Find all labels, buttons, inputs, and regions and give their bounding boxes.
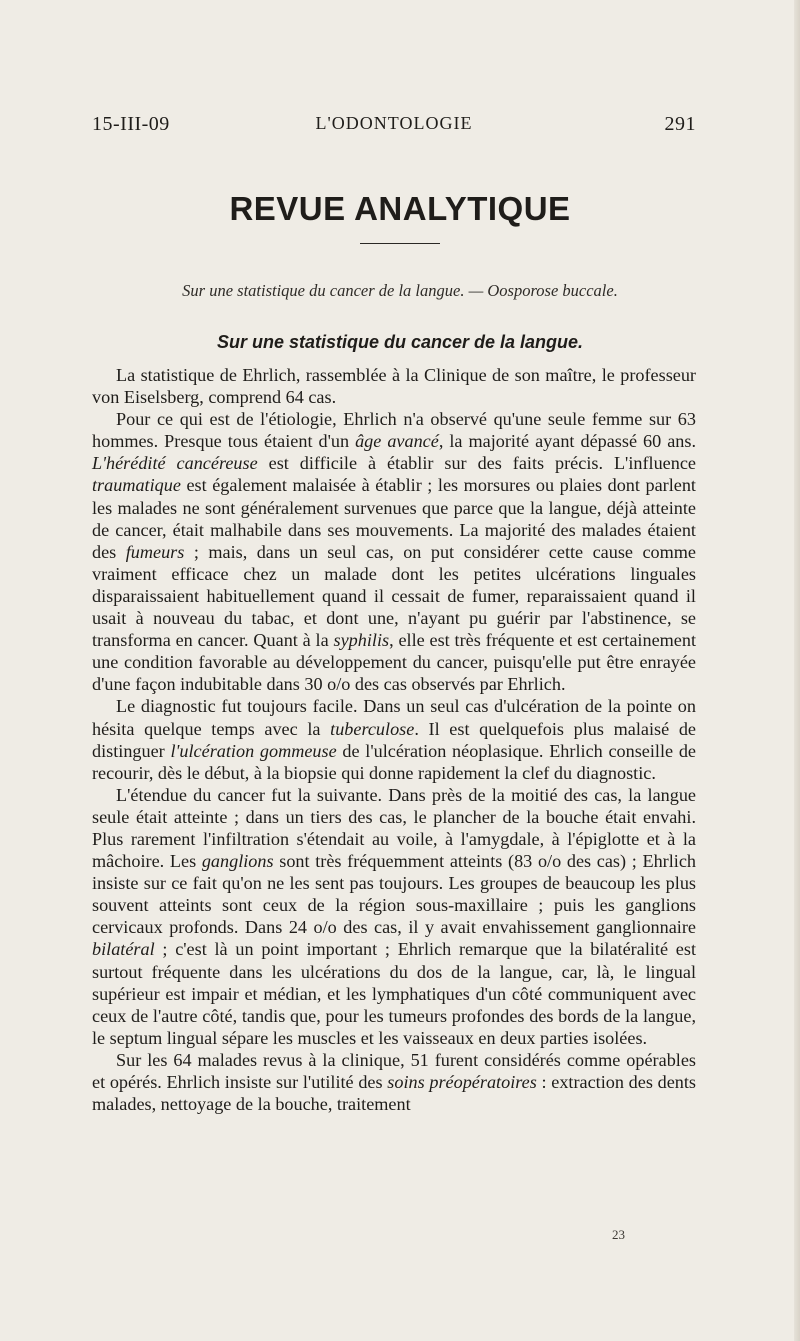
contents-line: Sur une statistique du cancer de la langue. — Oosporose buccale.	[182, 281, 618, 300]
paragraph-text: , elle est très fréquente et est certainement une condition favorable au développement du cancer, puisqu'elle put être enrayée d'une façon indubitable dans 30 o/o des cas observés par Ehrlich.	[92, 630, 697, 695]
emphasis-text: ganglions	[201, 851, 274, 872]
running-head	[92, 113, 696, 143]
article-body	[92, 364, 696, 1115]
paragraph	[92, 1049, 696, 1115]
paragraph-text: L'étendue du cancer fut la suivante. Dans près de la moitié des cas, la langue seule était atteinte ; dans un tiers des cas, le plancher de la bouche était envahi. Plus rarement l'infiltration s'étendait au voile, à l'amygdale, à l'épiglotte et à la mâchoire. Les	[92, 784, 696, 872]
signature-mark: 23	[612, 1227, 625, 1242]
journal-name: L'ODONTOLOGIE	[315, 113, 473, 133]
paragraph	[92, 784, 696, 1049]
paragraph-text: Pour ce qui est de l'étiologie, Ehrlich n'a observé qu'une seule femme sur 63 hommes. Presque tous étaient d'un	[92, 409, 696, 452]
paragraph-text: ; mais, dans un seul cas, on put considérer cette cause comme vraiment efficace chez un malade dont les petites ulcérations linguales disparaissaient habituellement quand il cessait de fumer, reparaissaient quand il usait à nouveau du tabac, et dont une, n'ayant pu guérir par l'abstinence, se transforma en cancer. Quant à la	[92, 541, 696, 651]
paragraph-text: : extraction des dents malades, nettoyage de la bouche, traitement	[92, 1072, 697, 1115]
paragraph	[92, 364, 696, 408]
paragraph-text: Le diagnostic fut toujours facile. Dans un seul cas d'ulcération de la pointe on hésita quelque temps avec la	[92, 696, 696, 739]
paragraph-text: est également malaisée à établir ; les morsures ou plaies dont parlent les malades ne sont généralement survenues que parce que la langue, déjà atteinte de cancer, était malhabile dans ses mouvements. La majorité des malades étaient des	[92, 475, 696, 562]
paragraph-text: Sur les 64 malades revus à la clinique, 51 furent considérés comme opérables et opérés. Ehrlich insiste sur l'utilité des	[92, 1049, 696, 1092]
section-title: REVUE ANALYTIQUE	[229, 190, 571, 227]
paragraph-text: , la majorité ayant dépassé 60 ans.	[438, 431, 697, 452]
emphasis-text: fumeurs	[125, 541, 185, 562]
title-rule	[360, 243, 440, 244]
page-number: 291	[664, 113, 696, 135]
emphasis-text: L'hérédité cancéreuse	[92, 453, 258, 474]
emphasis-text: bilatéral	[92, 939, 155, 960]
paragraph-text: sont très fréquemment atteints (83 o/o des cas) ; Ehrlich insiste sur ce fait qu'on ne les sent pas toujours. Les groupes de beaucoup les plus souvent atteints sont ceux de la région sous-maxillaire ; puis les ganglions cervicaux profonds. Dans 24 o/o des cas, il y avait envahissement ganglionnaire	[92, 851, 696, 938]
emphasis-text: syphilis	[333, 630, 390, 651]
issue-date: 15-III-09	[92, 113, 170, 135]
paragraph-text: est difficile à établir sur des faits précis. L'influence	[257, 453, 696, 474]
paragraph-text: La statistique de Ehrlich, rassemblée à la Clinique de son maître, le professeur von Eiselsberg, comprend 64 cas.	[92, 365, 696, 408]
emphasis-text: âge avancé	[355, 431, 439, 452]
emphasis-text: traumatique	[92, 475, 181, 496]
paragraph-text: de l'ulcération néoplasique. Ehrlich conseille de recourir, dès le début, à la biopsie qui donne rapidement la clef du diagnostic.	[92, 740, 696, 783]
article-title: Sur une statistique du cancer de la langue.	[216, 332, 584, 352]
paragraph-text: ; c'est là un point important ; Ehrlich remarque que la bilatéralité est surtout fréquente dans les ulcérations du dos de la langue, car, là, le lingual supérieur est impair et médian, et les lymphatiques d'un côté communiquent avec ceux de l'autre côté, tandis que, pour les tumeurs profondes des bords de la langue, le septum lingual sépare les muscles et les vaisseaux en deux parties isolées.	[92, 939, 696, 1048]
emphasis-text: tuberculose	[330, 718, 415, 739]
emphasis-text: l'ulcération gommeuse	[170, 740, 337, 761]
emphasis-text: soins préopératoires	[387, 1072, 537, 1092]
paragraph	[92, 695, 696, 783]
paragraph	[92, 408, 696, 695]
paragraph-text: . Il est quelquefois plus malaisé de distinguer	[92, 718, 696, 761]
